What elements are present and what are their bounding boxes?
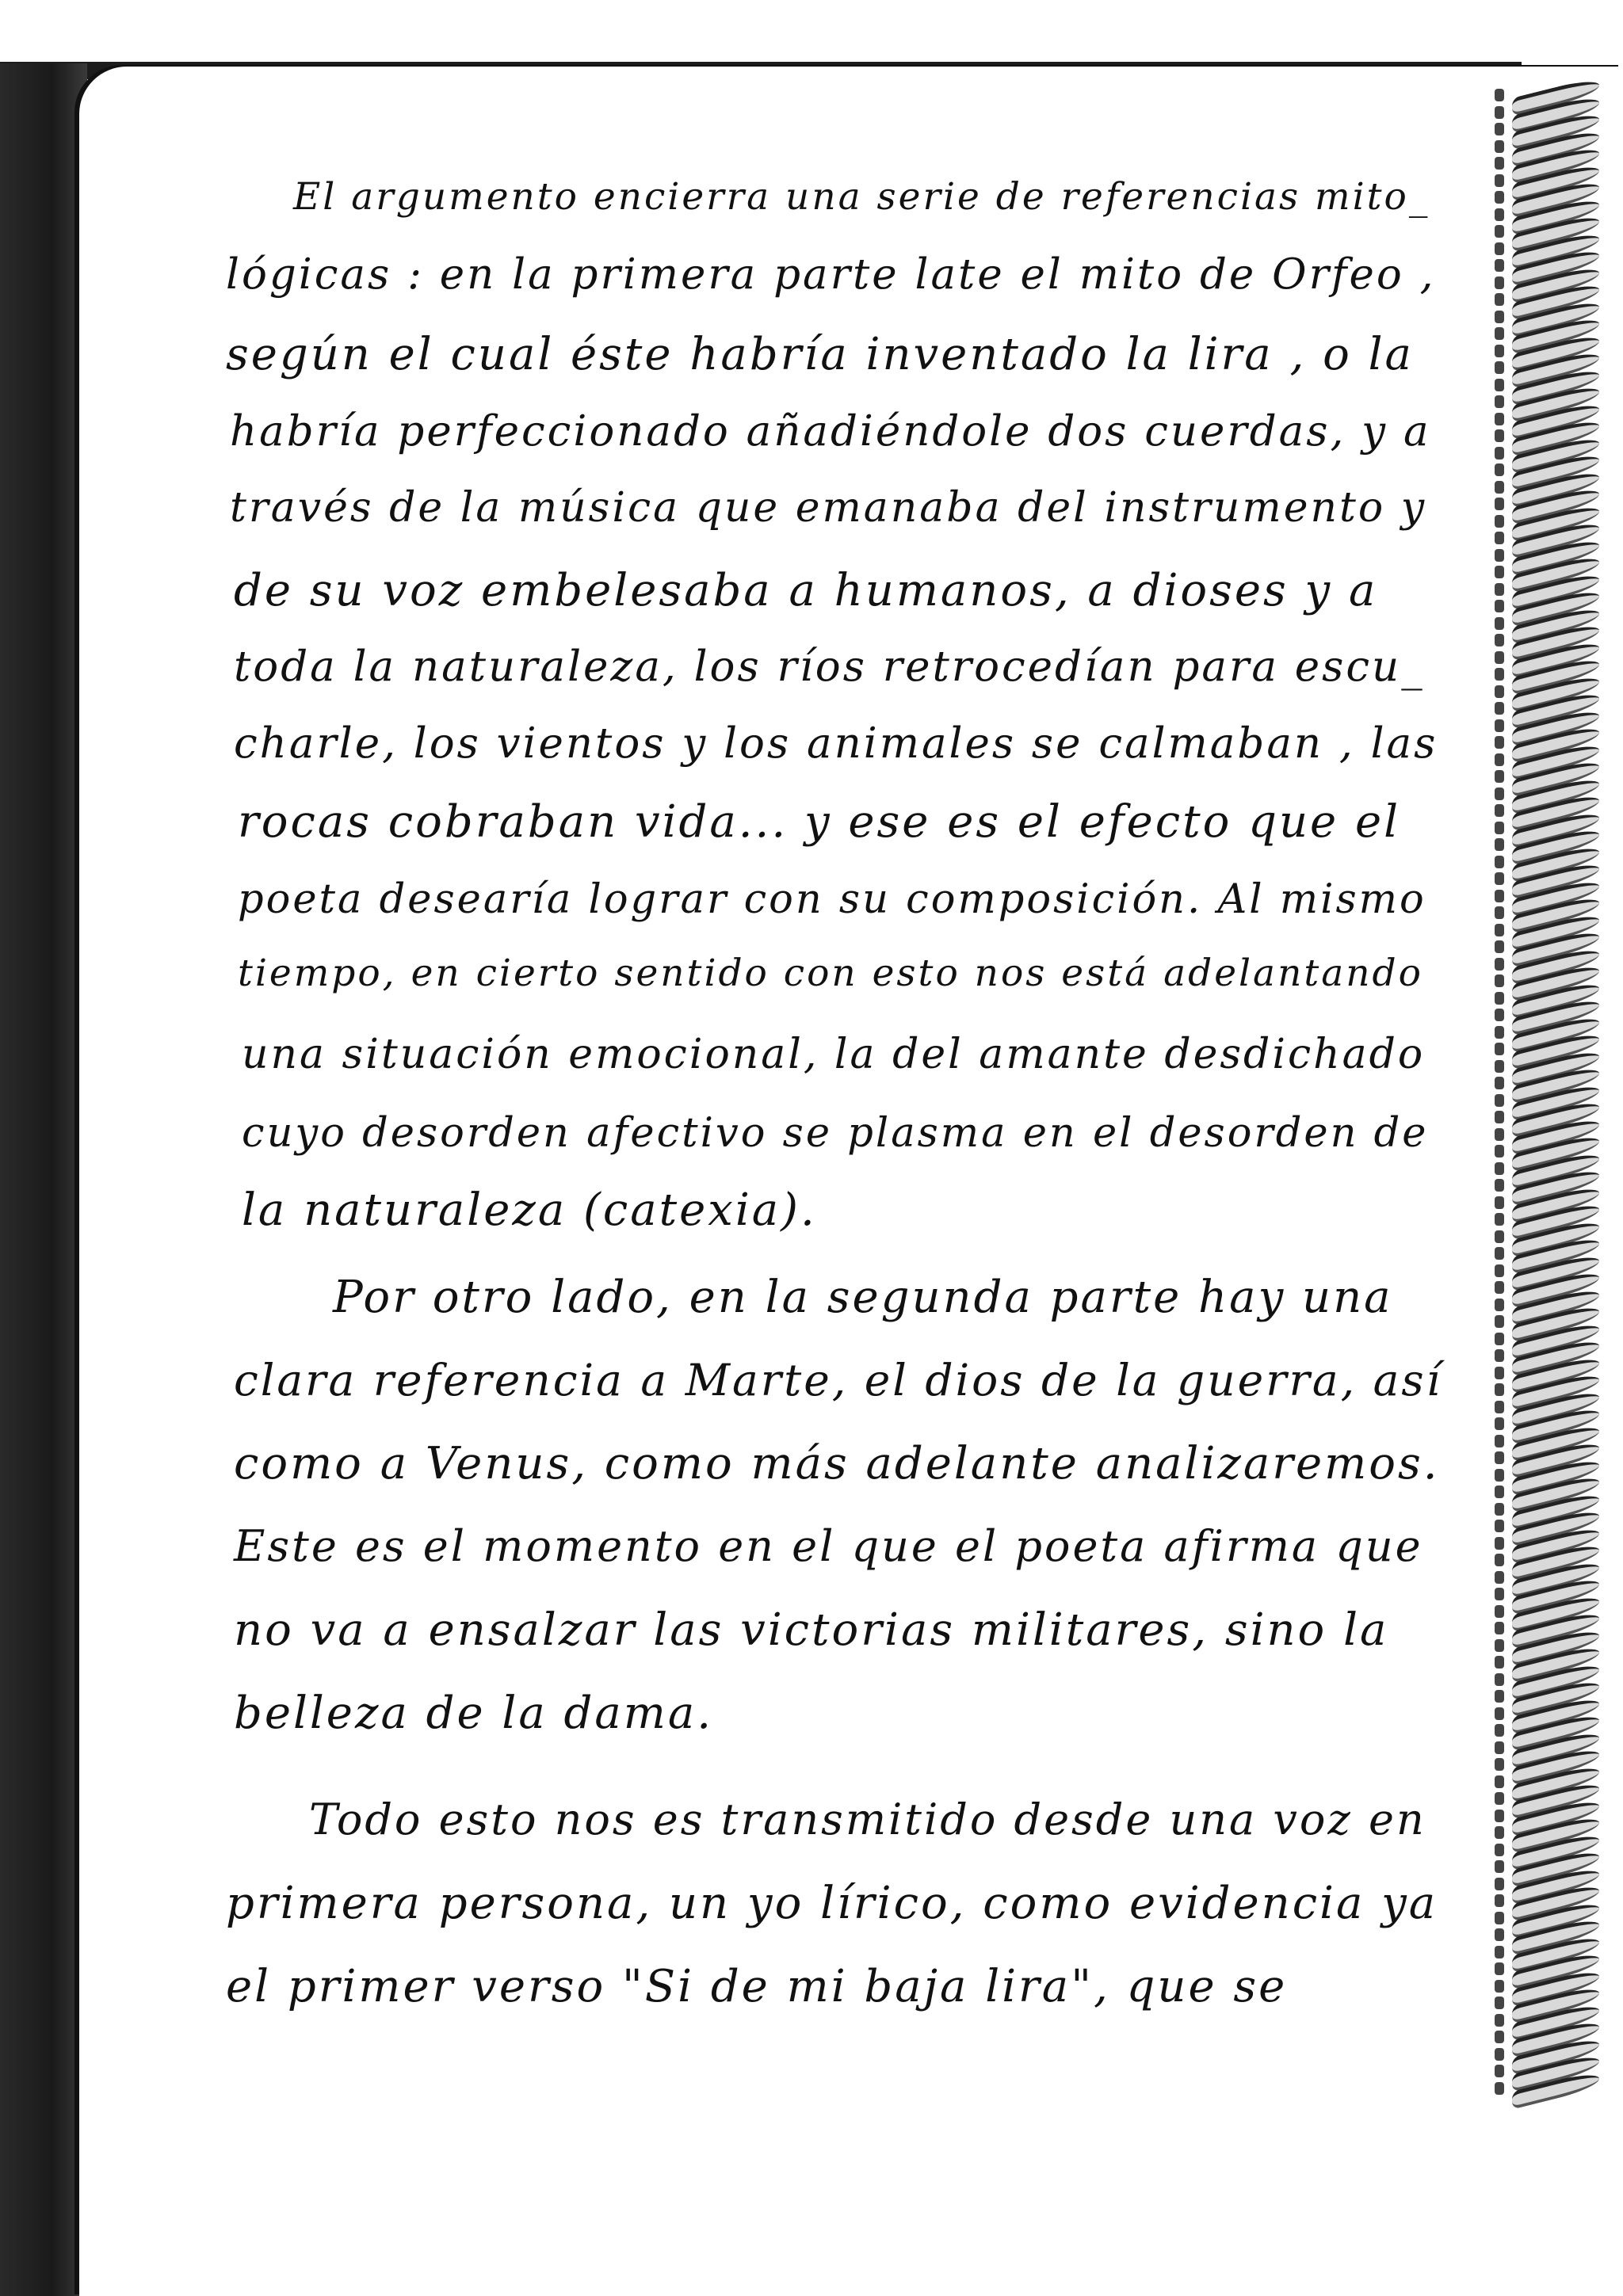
punch-hole — [1495, 1707, 1504, 1720]
punch-hole — [1495, 1503, 1504, 1516]
punch-hole — [1495, 1826, 1504, 1839]
punch-hole — [1495, 242, 1504, 255]
handwritten-line: través de la música que emanaba del instrumento y — [230, 484, 1427, 532]
handwritten-line: Por otro lado, en la segunda parte hay una — [333, 1272, 1393, 1323]
punch-hole — [1495, 1077, 1504, 1089]
punch-hole — [1495, 1673, 1504, 1686]
punch-hole — [1495, 1792, 1504, 1805]
handwritten-line: según el cual éste habría inventado la lira , o la — [226, 329, 1414, 380]
handwritten-line: no va a ensalzar las victorias militares, sino la — [234, 1604, 1389, 1656]
punch-hole — [1495, 1775, 1504, 1788]
handwritten-line: Este es el momento en el que el poeta afirma que — [234, 1521, 1423, 1571]
punch-hole — [1495, 1196, 1504, 1209]
punch-hole — [1495, 2014, 1504, 2027]
punch-hole — [1495, 361, 1504, 374]
punch-hole — [1495, 1486, 1504, 1498]
punch-hole — [1495, 277, 1504, 289]
punch-hole — [1495, 924, 1504, 936]
handwritten-line: primera persona, un yo lírico, como evidencia ya — [226, 1878, 1438, 1929]
punch-hole — [1495, 293, 1504, 306]
punch-hole — [1495, 345, 1504, 357]
punch-hole — [1495, 1026, 1504, 1039]
punch-hole — [1495, 549, 1504, 562]
punch-hole — [1495, 822, 1504, 834]
punch-hole — [1495, 1810, 1504, 1822]
handwritten-line: de su voz embelesaba a humanos, a dioses y a — [234, 565, 1378, 616]
punch-hole — [1495, 311, 1504, 323]
handwritten-line: El argumento encierra una serie de referencias mito_ — [293, 175, 1430, 219]
punch-hole — [1495, 1247, 1504, 1260]
punch-hole — [1495, 2082, 1504, 2095]
punch-hole — [1495, 1537, 1504, 1550]
punch-hole — [1495, 651, 1504, 664]
handwritten-line: como a Venus, como más adelante analizaremos. — [234, 1438, 1440, 1489]
punch-hole — [1495, 566, 1504, 578]
punch-hole — [1495, 106, 1504, 119]
punch-hole — [1495, 1962, 1504, 1975]
punch-hole — [1495, 1094, 1504, 1107]
punch-hole — [1495, 1520, 1504, 1532]
punch-hole — [1495, 1844, 1504, 1856]
punch-hole — [1495, 140, 1504, 153]
punch-hole — [1495, 1162, 1504, 1175]
punch-hole — [1495, 395, 1504, 408]
spiral-binding — [1488, 79, 1623, 2107]
punch-hole — [1495, 1060, 1504, 1073]
handwritten-line: tiempo, en cierto sentido con esto nos está adelantando — [238, 952, 1423, 995]
punch-hole — [1495, 719, 1504, 732]
punch-hole — [1495, 940, 1504, 953]
punch-hole — [1495, 1588, 1504, 1600]
punch-hole — [1495, 1878, 1504, 1890]
punch-hole — [1495, 1333, 1504, 1345]
punch-hole — [1495, 1605, 1504, 1618]
punch-hole — [1495, 1383, 1504, 1396]
punch-hole — [1495, 992, 1504, 1005]
punch-hole — [1495, 1912, 1504, 1924]
handwritten-line: toda la naturaleza, los ríos retrocedían para escu_ — [234, 643, 1425, 691]
punch-hole — [1495, 1758, 1504, 1771]
punch-hole — [1495, 1281, 1504, 1294]
punch-hole — [1495, 1367, 1504, 1379]
punch-hole — [1495, 634, 1504, 646]
punch-hole — [1495, 1264, 1504, 1277]
punch-hole — [1495, 1299, 1504, 1311]
punch-hole — [1495, 89, 1504, 101]
punch-hole — [1495, 1928, 1504, 1941]
punch-hole — [1495, 327, 1504, 340]
punch-hole — [1495, 191, 1504, 204]
handwritten-line: charle, los vientos y los animales se calmaban , las — [234, 719, 1438, 768]
punch-hole — [1495, 1469, 1504, 1482]
handwritten-line: lógicas : en la primera parte late el mito de Orfeo , — [226, 250, 1436, 299]
punch-hole — [1495, 890, 1504, 902]
punch-hole — [1495, 429, 1504, 442]
punch-hole — [1495, 1451, 1504, 1464]
handwritten-line: cuyo desorden afectivo se plasma en el desorden de — [242, 1110, 1429, 1157]
punch-hole — [1495, 838, 1504, 851]
punch-hole — [1495, 1554, 1504, 1566]
punch-hole — [1495, 583, 1504, 596]
punch-hole — [1495, 498, 1504, 510]
punch-hole — [1495, 1401, 1504, 1413]
punch-hole — [1495, 174, 1504, 187]
punch-hole — [1495, 1179, 1504, 1192]
punch-hole — [1495, 685, 1504, 698]
handwritten-line: la naturaleza (catexia). — [242, 1184, 817, 1236]
punch-hole — [1495, 1230, 1504, 1243]
punch-hole — [1495, 804, 1504, 817]
punch-hole — [1495, 856, 1504, 868]
punch-hole — [1495, 259, 1504, 272]
handwritten-line: habría perfeccionado añadiéndole dos cuerdas, y a — [230, 407, 1431, 456]
punch-hole — [1495, 157, 1504, 170]
punch-hole — [1495, 532, 1504, 544]
punch-hole — [1495, 447, 1504, 460]
punch-hole — [1495, 1656, 1504, 1669]
punch-hole — [1495, 1980, 1504, 1993]
punch-hole — [1495, 1128, 1504, 1141]
punch-hole — [1495, 1639, 1504, 1652]
punch-hole — [1495, 974, 1504, 987]
punch-hole — [1495, 1145, 1504, 1158]
punch-hole — [1495, 413, 1504, 425]
punch-hole — [1495, 208, 1504, 221]
punch-hole — [1495, 872, 1504, 885]
punch-hole — [1495, 702, 1504, 715]
punch-hole — [1495, 515, 1504, 528]
punch-hole — [1495, 1009, 1504, 1021]
punch-hole — [1495, 123, 1504, 135]
punch-hole — [1495, 1111, 1504, 1123]
punch-hole — [1495, 770, 1504, 783]
punch-hole — [1495, 2048, 1504, 2061]
punch-hole — [1495, 1894, 1504, 1907]
punch-hole — [1495, 617, 1504, 630]
punch-hole — [1495, 1724, 1504, 1737]
handwritten-line: belleza de la dama. — [234, 1688, 714, 1739]
punch-hole — [1495, 1349, 1504, 1362]
punch-hole — [1495, 736, 1504, 749]
punch-hole — [1495, 1690, 1504, 1703]
punch-hole — [1495, 225, 1504, 238]
handwritten-line: rocas cobraban vida... y ese es el efecto que el — [238, 796, 1401, 848]
handwritten-line: el primer verso "Si de mi baja lira", que se — [226, 1961, 1288, 2012]
punch-hole — [1495, 1043, 1504, 1055]
handwritten-line: una situación emocional, la del amante desdichado — [242, 1031, 1426, 1078]
punch-hole — [1495, 481, 1504, 494]
punch-hole — [1495, 600, 1504, 612]
punch-hole — [1495, 1946, 1504, 1958]
punch-hole — [1495, 2065, 1504, 2077]
punch-hole — [1495, 1622, 1504, 1634]
punch-hole — [1495, 2031, 1504, 2043]
punch-hole — [1495, 1435, 1504, 1447]
punch-hole — [1495, 1571, 1504, 1584]
punch-hole — [1495, 1417, 1504, 1430]
handwritten-line: poeta desearía lograr con su composición. Al mismo — [238, 876, 1426, 923]
notebook-cover-edge-left — [0, 63, 87, 2296]
punch-hole — [1495, 788, 1504, 800]
punch-hole — [1495, 1860, 1504, 1873]
punch-hole — [1495, 753, 1504, 766]
handwritten-line: Todo esto nos es transmitido desde una voz en — [309, 1794, 1426, 1844]
punch-hole — [1495, 668, 1504, 681]
punch-hole — [1495, 1997, 1504, 2009]
punch-hole — [1495, 1315, 1504, 1328]
punch-hole — [1495, 1213, 1504, 1226]
punch-hole — [1495, 958, 1504, 971]
punch-hole — [1495, 906, 1504, 919]
punch-hole — [1495, 1741, 1504, 1754]
punch-hole — [1495, 463, 1504, 476]
handwritten-line: clara referencia a Marte, el dios de la guerra, así — [234, 1355, 1443, 1405]
punch-hole — [1495, 379, 1504, 391]
